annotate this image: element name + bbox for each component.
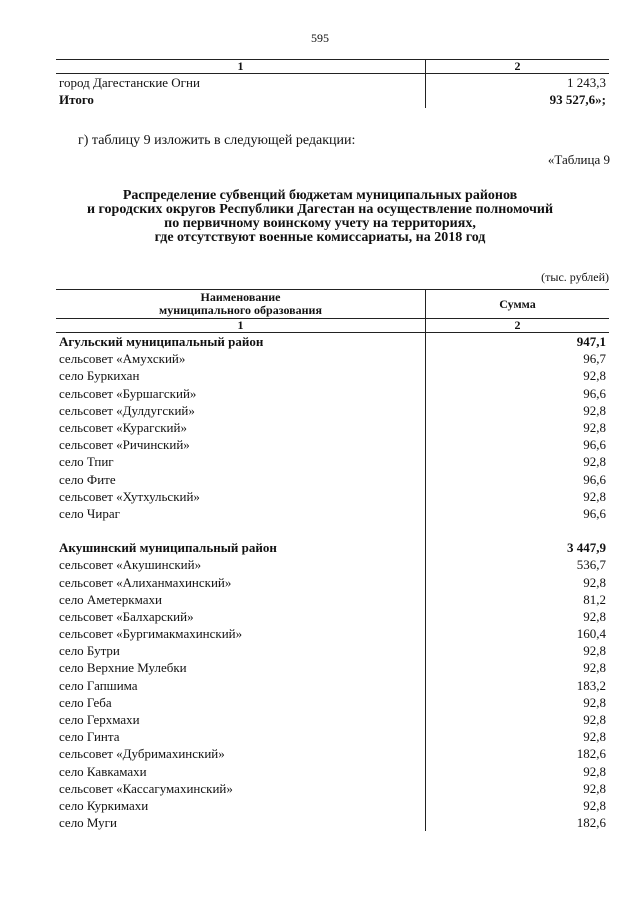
row-name: село Тпиг [59, 454, 114, 470]
table-row [56, 608, 609, 625]
row-name: Акушинский муниципальный район [59, 540, 277, 556]
title-line: и городских округов Республики Дагестан на осуществление полномочий [86, 202, 554, 217]
row-name: село Буркихан [59, 368, 140, 384]
table-row [56, 488, 609, 505]
row-name: село Гапшима [59, 677, 138, 693]
row-value: 93 527,6»; [426, 91, 610, 108]
row-value: 92,8 [426, 367, 610, 384]
spacer-row [56, 522, 609, 539]
table-row [56, 556, 609, 573]
table-row [56, 385, 609, 402]
row-name: сельсовет «Дулдугский» [59, 402, 195, 418]
table-row [56, 471, 609, 488]
page-number: 595 [311, 31, 329, 45]
row-value [426, 522, 610, 539]
previous-table-end [56, 59, 609, 108]
column-number-1: 1 [56, 319, 426, 333]
units-label: (тыс. рублей) [541, 270, 609, 284]
table-row [56, 453, 609, 470]
row-value: 92,8 [426, 711, 610, 728]
row-value: 536,7 [426, 556, 610, 573]
row-value: 81,2 [426, 591, 610, 608]
table-row [56, 573, 609, 590]
title-line: Распределение субвенций бюджетам муниципальных районов [122, 188, 518, 203]
header-name-line: муниципального образования [159, 303, 322, 317]
header-name-line: Наименование [200, 290, 281, 304]
row-value: 92,8 [426, 763, 610, 780]
row-name: сельсовет «Амухский» [59, 351, 186, 367]
table-header-row [56, 290, 609, 319]
row-value: 92,8 [426, 797, 610, 814]
table-reference: «Таблица 9 [547, 152, 610, 167]
row-value: 3 447,9 [426, 539, 610, 556]
row-value: 183,2 [426, 677, 610, 694]
table-row [56, 419, 609, 436]
table-row [56, 642, 609, 659]
table-row [56, 333, 609, 351]
table-row [56, 350, 609, 367]
row-value: 92,8 [426, 488, 610, 505]
header-name [56, 290, 426, 319]
column-number-row [56, 319, 609, 333]
table-row [56, 659, 609, 676]
row-value: 96,6 [426, 505, 610, 522]
table-row [56, 711, 609, 728]
table-row [56, 728, 609, 745]
row-name: сельсовет «Акушинский» [59, 557, 202, 573]
row-name: сельсовет «Курагский» [59, 420, 187, 436]
column-number-1: 1 [56, 60, 426, 74]
row-value: 92,8 [426, 453, 610, 470]
table-row [56, 763, 609, 780]
column-number-2: 2 [426, 319, 610, 333]
row-value: 160,4 [426, 625, 610, 642]
row-name: село Муги [59, 815, 117, 831]
row-value: 92,8 [426, 573, 610, 590]
row-value: 96,6 [426, 471, 610, 488]
table-row [56, 694, 609, 711]
row-value: 96,7 [426, 350, 610, 367]
row-name: сельсовет «Алиханмахинский» [59, 574, 232, 590]
row-value: 947,1 [426, 333, 610, 351]
row-name: сельсовет «Дубримахинский» [59, 746, 225, 762]
row-name: село Гинта [59, 729, 120, 745]
row-name: село Фите [59, 471, 116, 487]
title-line: по первичному воинскому учету на территориях, [164, 216, 476, 231]
row-name: Итого [59, 92, 94, 108]
subvention-table [56, 289, 609, 831]
table-title [0, 189, 640, 245]
row-name: сельсовет «Кассагумахинский» [59, 780, 233, 796]
column-number-2: 2 [426, 60, 610, 74]
row-value: 182,6 [426, 814, 610, 831]
header-sum: Сумма [426, 290, 610, 319]
table-row [56, 402, 609, 419]
instruction-text: г) таблицу 9 изложить в следующей редакции: [78, 133, 356, 148]
row-value: 92,8 [426, 402, 610, 419]
row-name [56, 522, 426, 539]
table-row [56, 436, 609, 453]
row-name: село Бутри [59, 643, 120, 659]
table-row [56, 505, 609, 522]
row-name: село Геба [59, 694, 112, 710]
row-value: 92,8 [426, 419, 610, 436]
table-row [56, 591, 609, 608]
title-line: где отсутствуют военные комиссариаты, на 2018 год [154, 230, 486, 245]
table-row [56, 745, 609, 762]
row-value: 182,6 [426, 745, 610, 762]
table-row [56, 91, 609, 108]
row-value: 96,6 [426, 385, 610, 402]
row-name: город Дагестанские Огни [59, 75, 200, 91]
row-name: село Верхние Мулебки [59, 660, 187, 676]
row-value: 92,8 [426, 694, 610, 711]
table-row [56, 797, 609, 814]
row-value: 92,8 [426, 780, 610, 797]
row-value: 92,8 [426, 642, 610, 659]
row-name: село Кавкамахи [59, 763, 147, 779]
table-row [56, 780, 609, 797]
row-name: Агульский муниципальный район [59, 334, 264, 350]
column-number-row [56, 60, 609, 74]
row-value: 92,8 [426, 728, 610, 745]
row-value: 92,8 [426, 659, 610, 676]
table-row [56, 367, 609, 384]
table-row [56, 539, 609, 556]
row-name: сельсовет «Балхарский» [59, 608, 194, 624]
table-row [56, 74, 609, 92]
row-name: сельсовет «Буршагский» [59, 385, 197, 401]
row-value: 96,6 [426, 436, 610, 453]
row-name: сельсовет «Ричинский» [59, 437, 190, 453]
table-row [56, 814, 609, 831]
row-name: сельсовет «Хутхульский» [59, 488, 200, 504]
row-name: село Куркимахи [59, 797, 149, 813]
row-name: сельсовет «Бургимакмахинский» [59, 626, 243, 642]
row-name: село Чираг [59, 505, 120, 521]
row-value: 92,8 [426, 608, 610, 625]
row-name: село Аметеркмахи [59, 591, 162, 607]
table-row [56, 625, 609, 642]
row-name: село Герхмахи [59, 712, 140, 728]
table-row [56, 677, 609, 694]
row-value: 1 243,3 [426, 74, 610, 92]
